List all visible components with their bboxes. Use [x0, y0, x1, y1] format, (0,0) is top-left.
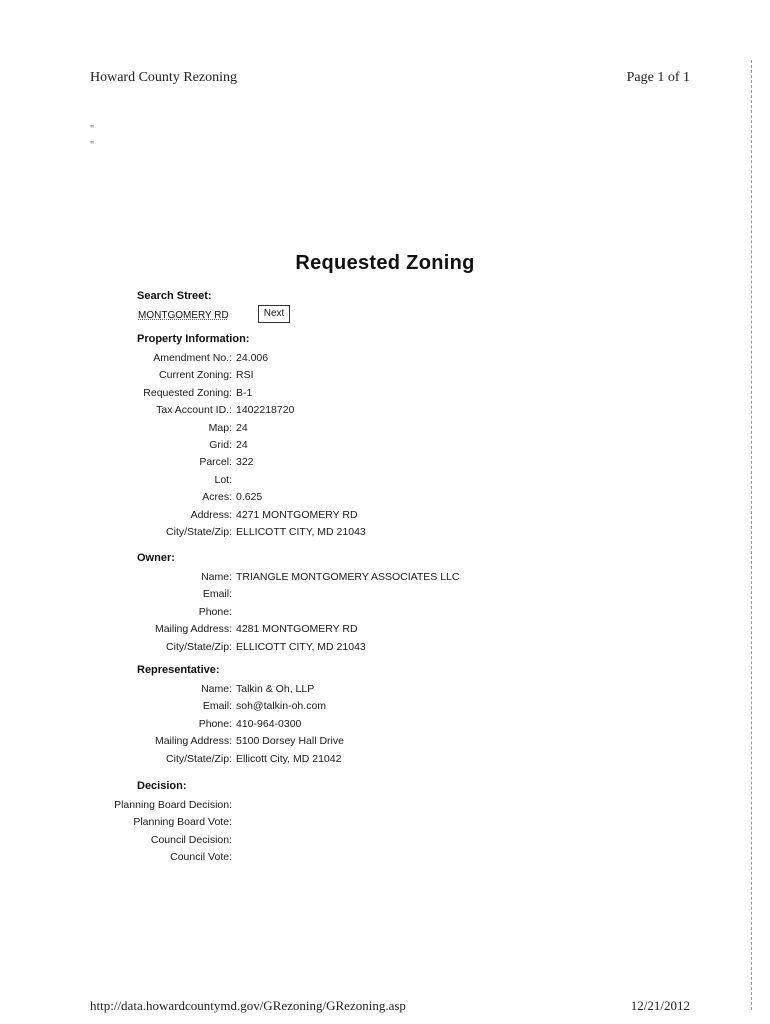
- field-label: Address:: [190, 508, 232, 521]
- field-label: Requested Zoning:: [143, 386, 232, 399]
- property-row: [100, 454, 570, 471]
- property-row: [100, 402, 570, 419]
- field-label: Parcel:: [199, 456, 232, 469]
- owner-row: [100, 586, 570, 603]
- field-value: 1402218720: [236, 404, 295, 417]
- stray-mark: ": [90, 140, 95, 151]
- decision-heading: Decision:: [137, 780, 187, 792]
- field-label: Council Vote:: [170, 851, 232, 864]
- search-street-value[interactable]: MONTGOMERY RD: [138, 310, 229, 321]
- owner-heading: Owner:: [137, 552, 175, 564]
- field-label: Current Zoning:: [159, 369, 232, 382]
- representative-row: [100, 681, 570, 698]
- field-value: 24: [236, 421, 248, 434]
- field-label: Name:: [201, 571, 232, 583]
- field-value: B-1: [236, 386, 253, 399]
- print-footer: [90, 998, 690, 1018]
- field-label: Mailing Address:: [154, 623, 232, 636]
- decision-row: [100, 849, 570, 866]
- field-label: Planning Board Vote:: [133, 816, 232, 829]
- property-row: [100, 524, 570, 541]
- print-header: [90, 70, 690, 90]
- representative-row: [100, 751, 570, 768]
- page-number: Page 1 of 1: [626, 70, 690, 85]
- page-url: http://data.howardcountymd.gov/GRezoning/GRezoning.asp: [90, 998, 406, 1013]
- stray-mark: ": [90, 124, 95, 135]
- property-row: [100, 385, 570, 402]
- property-row: [100, 507, 570, 524]
- field-value: 322: [236, 456, 254, 469]
- property-row: [100, 367, 570, 384]
- search-street-label: Search Street:: [137, 290, 212, 302]
- field-value: 24: [236, 439, 248, 451]
- field-label: Acres:: [202, 491, 232, 504]
- field-value: Talkin & Oh, LLP: [236, 683, 315, 695]
- owner-row: [100, 639, 570, 656]
- field-label: Email:: [202, 588, 232, 601]
- page-title: Requested Zoning: [295, 252, 475, 274]
- field-label: Email:: [202, 700, 232, 713]
- decision-row: [100, 832, 570, 849]
- property-row: [100, 350, 570, 367]
- print-header-title: Howard County Rezoning: [90, 70, 237, 85]
- field-value: TRIANGLE MONTGOMERY ASSOCIATES LLC: [236, 571, 460, 583]
- scan-edge-line: [750, 60, 752, 1010]
- representative-row: [100, 698, 570, 715]
- field-value: RSI: [236, 369, 254, 382]
- field-value: soh@talkin-oh.com: [236, 700, 327, 713]
- field-value: 4281 MONTGOMERY RD: [236, 623, 358, 636]
- field-label: Tax Account ID.:: [156, 404, 232, 417]
- field-value: ELLICOTT CITY, MD 21043: [236, 640, 366, 653]
- field-label: Phone:: [198, 717, 232, 730]
- field-label: Lot:: [214, 473, 232, 486]
- field-label: Planning Board Decision:: [114, 799, 232, 811]
- property-row: [100, 420, 570, 437]
- property-information-heading: Property Information:: [137, 333, 250, 345]
- field-value: 24.006: [236, 352, 269, 364]
- field-label: Amendment No.:: [153, 352, 232, 364]
- field-value: 5100 Dorsey Hall Drive: [236, 735, 344, 748]
- representative-row: [100, 733, 570, 750]
- field-label: Map:: [208, 421, 232, 434]
- field-value: 410-964-0300: [236, 717, 302, 730]
- next-button[interactable]: Next: [258, 305, 290, 323]
- owner-row: [100, 621, 570, 638]
- field-label: City/State/Zip:: [166, 752, 232, 765]
- field-label: Mailing Address:: [154, 735, 232, 748]
- property-row: [100, 437, 570, 454]
- property-row: [100, 472, 570, 489]
- field-label: Grid:: [209, 439, 232, 451]
- field-label: City/State/Zip:: [166, 526, 232, 538]
- field-value: 0.625: [236, 491, 263, 504]
- owner-row: [100, 569, 570, 586]
- print-date: 12/21/2012: [630, 998, 690, 1013]
- field-label: Name:: [201, 683, 232, 695]
- field-label: Council Decision:: [150, 833, 232, 846]
- field-value: 4271 MONTGOMERY RD: [236, 508, 358, 521]
- representative-row: [100, 716, 570, 733]
- representative-heading: Representative:: [137, 664, 220, 676]
- owner-row: [100, 604, 570, 621]
- field-value: Ellicott City, MD 21042: [236, 752, 342, 765]
- field-label: City/State/Zip:: [166, 640, 232, 653]
- decision-row: [100, 797, 570, 814]
- field-value: ELLICOTT CITY, MD 21043: [236, 526, 366, 538]
- field-label: Phone:: [198, 605, 232, 618]
- decision-row: [100, 814, 570, 831]
- property-row: [100, 489, 570, 506]
